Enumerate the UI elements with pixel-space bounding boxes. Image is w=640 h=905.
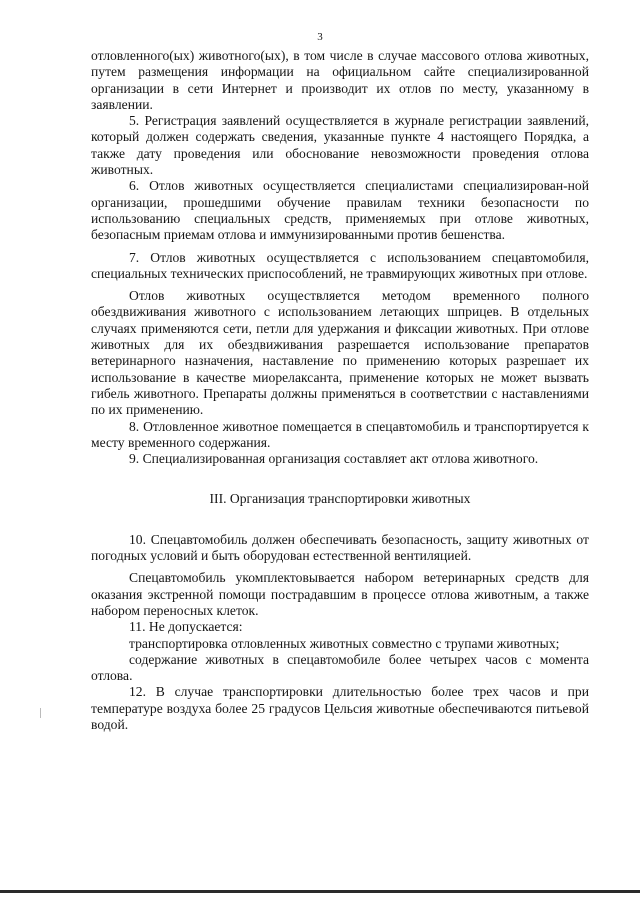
paragraph: Спецавтомобиль укомплектовывается набором ветеринарных средств для оказания экстренной помощи пострадавшим в процессе отлова животным, а также набором переносных клеток.: [91, 570, 589, 618]
paragraph: Отлов животных осуществляется методом временного полного обездвиживания животного с использованием летающих шприцев. В отдельных случаях применяются сети, петли для удержания и фиксации животных. При отлове животных для их обездвиживания разрешается использование препаратов ветеринарного назначения, наставление по применению которых разрешает их использование в качестве миорелаксанта, применение которых не может вызвать гибель животного. Препараты должны применяться в соответствии с наставлениями по их применению.: [91, 288, 589, 418]
document-body: [91, 48, 589, 733]
page-number: 3: [317, 31, 323, 43]
bottom-border-line: [0, 890, 640, 893]
paragraph: транспортировка отловленных животных совместно с трупами животных;: [129, 635, 560, 651]
paragraphs-bottom: [91, 532, 589, 734]
paragraph: 7. Отлов животных осуществляется с использованием спецавтомобиля, специальных технических приспособлений, не травмирующих животных при отлове.: [91, 249, 589, 281]
paragraphs-top: [91, 48, 589, 467]
paragraph: 10. Спецавтомобиль должен обеспечивать безопасность, защиту животных от погодных условий и быть оборудован естественной вентиляцией.: [91, 531, 589, 564]
paragraph: 6. Отлов животных осуществляется специалистами специализирован-ной организации, прошедшими обучение правилам техники безопасности по использованию специальных средств, применяемых при отлове животных, безопасным приемам отлова и иммунизированными против бешенства.: [91, 178, 589, 243]
paragraph: 5. Регистрация заявлений осуществляется в журнале регистрации заявлений, который должен содержать сведения, указанные пункте 4 настоящего Порядка, а также дату проведения или обоснование невозможности проведения отлова животных.: [91, 113, 589, 178]
scan-mark: [40, 708, 41, 718]
paragraph: содержание животных в спецавтомобиле более четырех часов с момента отлова.: [91, 651, 589, 684]
paragraph: 9. Специализированная организация составляет акт отлова животного.: [129, 451, 539, 467]
paragraph: отловленного(ых) животного(ых), в том числе в случае массового отлова животных, путем размещения информации на официальном сайте специализированной организации в сети Интернет и производит их отлов по месту, указанному в заявлении.: [91, 48, 589, 112]
paragraph: 8. Отловленное животное помещается в спецавтомобиль и транспортируется к месту временного содержания.: [91, 418, 589, 450]
paragraph: 11. Не допускается:: [129, 619, 243, 635]
section-heading: III. Организация транспортировки животных: [209, 491, 471, 507]
paragraph: 12. В случае транспортировки длительностью более трех часов и при температуре воздуха более 25 градусов Цельсия животные обеспечиваются питьевой водой.: [91, 684, 589, 732]
